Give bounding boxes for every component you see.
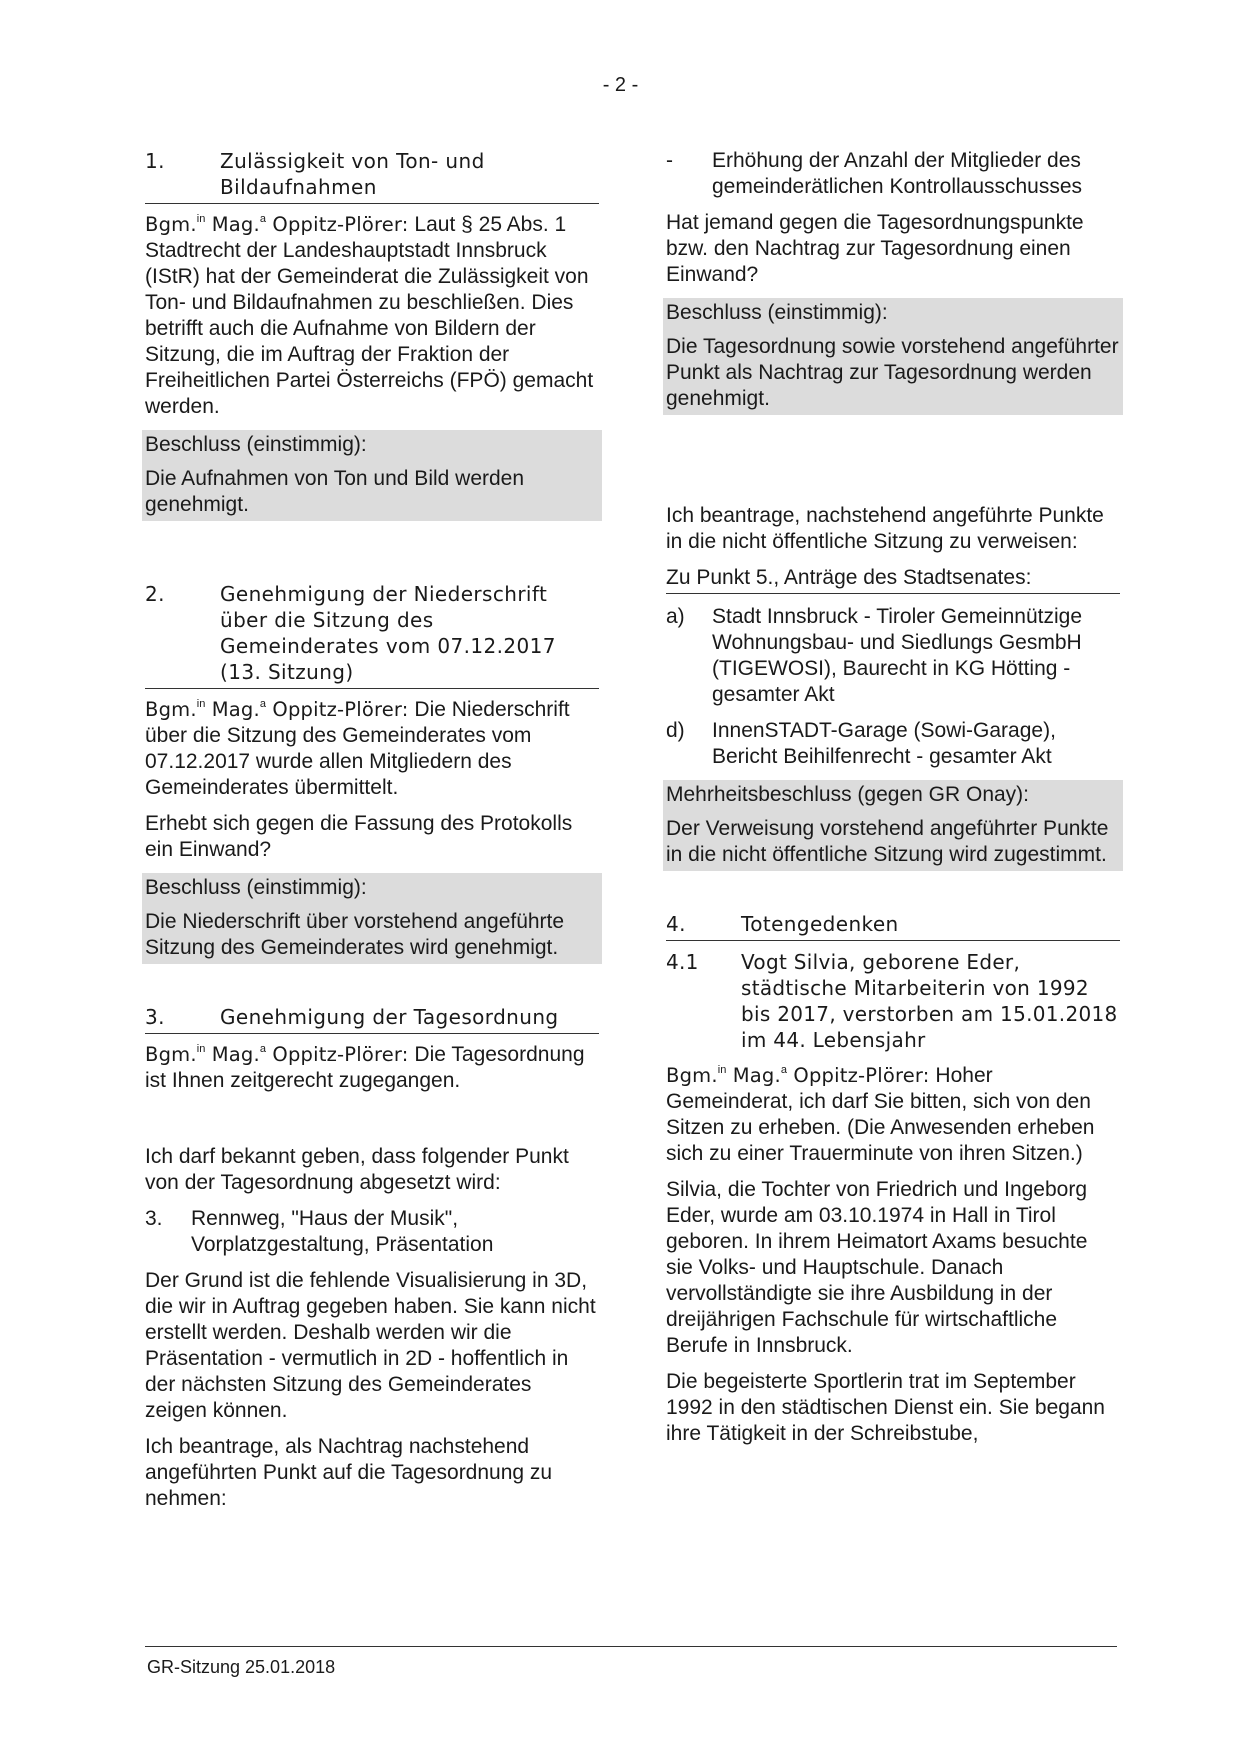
speaker-prefix: Bgm. bbox=[145, 213, 197, 236]
speaker-name: Oppitz-Plörer: bbox=[266, 1043, 409, 1066]
speaker-sup-in: in bbox=[717, 1064, 727, 1076]
list-marker: d) bbox=[666, 719, 685, 742]
speaker-sup-in: in bbox=[196, 698, 206, 710]
list-text: InnenSTADT-Garage (Sowi-Garage), Bericht Beihilfenrecht - gesamter Akt bbox=[712, 719, 1056, 768]
section-2-heading bbox=[145, 581, 599, 689]
section-4-text bbox=[666, 1063, 1120, 1167]
speaker-mag: Mag. bbox=[205, 698, 260, 721]
left-column bbox=[145, 148, 599, 1522]
footer-rule bbox=[145, 1646, 1117, 1647]
speaker-sup-a: a bbox=[259, 213, 266, 225]
speaker-name: Oppitz-Plörer: bbox=[787, 1064, 930, 1087]
resolution-box bbox=[142, 430, 602, 521]
list-item bbox=[666, 148, 1120, 200]
speaker-mag: Mag. bbox=[205, 1043, 260, 1066]
resolution-text: Der Verweisung vorstehend angeführter Punkte in die nicht öffentliche Sitzung wird zugestimmt. bbox=[666, 817, 1109, 866]
resolution-text: Die Tagesordnung sowie vorstehend angeführter Punkt als Nachtrag zur Tagesordnung werden genehmigt. bbox=[666, 335, 1119, 410]
resolution-box bbox=[142, 873, 602, 964]
list-item bbox=[666, 718, 1120, 770]
list-text: Stadt Innsbruck - Tiroler Gemeinnützige Wohnungsbau- und Siedlungs GesmbH (TIGEWOSI), Baurecht in KG Hötting - gesamter Akt bbox=[712, 605, 1083, 706]
speaker-name: Oppitz-Plörer: bbox=[266, 213, 409, 236]
subsection-4-1-heading bbox=[666, 949, 1120, 1053]
referral-request: Ich beantrage, nachstehend angeführte Punkte in die nicht öffentliche Sitzung zu verweisen: bbox=[666, 504, 1104, 553]
speaker-sup-a: a bbox=[259, 1043, 266, 1055]
resolution-box bbox=[663, 298, 1123, 415]
zu-punkt-heading: Zu Punkt 5., Anträge des Stadtsenates: bbox=[666, 565, 1120, 594]
resolution-label: Beschluss (einstimmig): bbox=[145, 433, 367, 456]
objection-question: Hat jemand gegen die Tagesordnungspunkte bzw. den Nachtrag zur Tagesordnung einen Einwand? bbox=[666, 211, 1084, 286]
announcement: Ich darf bekannt geben, dass folgender Punkt von der Tagesordnung abgesetzt wird: bbox=[145, 1145, 569, 1194]
section-title: Zulässigkeit von Ton- und Bildaufnahmen bbox=[220, 149, 485, 199]
list-marker: a) bbox=[666, 605, 685, 628]
resolution-box bbox=[663, 780, 1123, 871]
section-title: Genehmigung der Niederschrift über die Sitzung des Gemeinderates vom 07.12.2017 (13. Sitzung) bbox=[220, 582, 556, 684]
section-4-heading bbox=[666, 911, 1120, 941]
reason-text: Der Grund ist die fehlende Visualisierung in 3D, die wir in Auftrag gegeben haben. Sie kann nicht erstellt werden. Deshalb werden wir die Präsentation - vermutlich in 2D - hoffentlich in der nächsten Sitzung des Gemeinderates zeigen können. bbox=[145, 1269, 596, 1422]
speech-text: Hoher Gemeinderat, ich darf Sie bitten, sich von den Sitzen zu erheben. (Die Anwesenden erheben sich zu einer Trauerminute von ihren Sitzen.) bbox=[666, 1064, 1095, 1165]
section-1-heading bbox=[145, 148, 599, 204]
speaker-sup-a: a bbox=[780, 1064, 787, 1076]
resolution-text: Die Niederschrift über vorstehend angeführte Sitzung des Gemeinderates wird genehmigt. bbox=[145, 910, 565, 959]
right-column bbox=[666, 148, 1120, 1457]
section-number: 3. bbox=[145, 1005, 165, 1029]
speaker-sup-in: in bbox=[196, 213, 206, 225]
resolution-label: Mehrheitsbeschluss (gegen GR Onay): bbox=[666, 783, 1029, 806]
resolution-text: Die Aufnahmen von Ton und Bild werden genehmigt. bbox=[145, 467, 525, 516]
list-text: Erhöhung der Anzahl der Mitglieder des gemeinderätlichen Kontrollausschusses bbox=[712, 149, 1083, 198]
section-title: Totengedenken bbox=[741, 912, 899, 936]
speaker-sup-a: a bbox=[259, 698, 266, 710]
section-1-text bbox=[145, 212, 599, 420]
list-marker: - bbox=[666, 149, 673, 172]
speaker-mag: Mag. bbox=[205, 213, 260, 236]
subsection-number: 4.1 bbox=[666, 950, 699, 974]
section-title: Genehmigung der Tagesordnung bbox=[220, 1005, 559, 1029]
resolution-label: Beschluss (einstimmig): bbox=[145, 876, 367, 899]
speaker-prefix: Bgm. bbox=[145, 698, 197, 721]
biography-paragraph-1: Silvia, die Tochter von Friedrich und Ingeborg Eder, wurde am 03.10.1974 in Hall in Tirol geboren. In ihrem Heimatort Axams besuchte sie Volks- und Hauptschule. Danach vervollständigte sie ihre Ausbildung in der dreijährigen Fachschule für wirtschaftliche Berufe in Innsbruck. bbox=[666, 1178, 1088, 1357]
speech-text: Die Niederschrift über die Sitzung des Gemeinderates vom 07.12.2017 wurde allen Mitgliedern des Gemeinderates übermittelt. bbox=[145, 698, 570, 799]
section-3-heading bbox=[145, 1004, 599, 1034]
section-3-text bbox=[145, 1042, 599, 1094]
request-text: Ich beantrage, als Nachtrag nachstehend angeführten Punkt auf die Tagesordnung zu nehmen: bbox=[145, 1435, 553, 1510]
speech-text: Laut § 25 Abs. 1 Stadtrecht der Landeshauptstadt Innsbruck (IStR) hat der Gemeinderat die Zulässigkeit von Ton- und Bildaufnahmen zu beschließen. Dies betrifft auch die Aufnahme von Bildern der Sitzung, die im Auftrag der Fraktion der Freiheitlichen Partei Österreichs (FPÖ) gemacht werden. bbox=[145, 213, 594, 418]
subsection-title: Vogt Silvia, geborene Eder, städtische Mitarbeiterin von 1992 bis 2017, verstorben am 15.01.2018 im 44. Lebensjahr bbox=[741, 950, 1118, 1052]
page-number: - 2 - bbox=[602, 74, 639, 96]
resolution-label: Beschluss (einstimmig): bbox=[666, 301, 888, 324]
section-2-text bbox=[145, 697, 599, 801]
speaker-mag: Mag. bbox=[726, 1064, 781, 1087]
speaker-prefix: Bgm. bbox=[666, 1064, 718, 1087]
protocol-question: Erhebt sich gegen die Fassung des Protokolls ein Einwand? bbox=[145, 812, 573, 861]
speaker-prefix: Bgm. bbox=[145, 1043, 197, 1066]
biography-paragraph-2: Die begeisterte Sportlerin trat im September 1992 in den städtischen Dienst ein. Sie begann ihre Tätigkeit in der Schreibstube, bbox=[666, 1370, 1105, 1445]
section-number: 4. bbox=[666, 912, 686, 936]
list-item bbox=[145, 1206, 599, 1258]
list-text: Rennweg, "Haus der Musik", Vorplatzgestaltung, Präsentation bbox=[191, 1207, 494, 1256]
section-number: 1. bbox=[145, 149, 165, 173]
speaker-sup-in: in bbox=[196, 1043, 206, 1055]
footer: GR-Sitzung 25.01.2018 bbox=[147, 1657, 336, 1677]
speech-text: Die Tagesordnung ist Ihnen zeitgerecht zugegangen. bbox=[145, 1043, 585, 1092]
list-item bbox=[666, 604, 1120, 708]
speaker-name: Oppitz-Plörer: bbox=[266, 698, 409, 721]
list-marker: 3. bbox=[145, 1207, 163, 1230]
section-number: 2. bbox=[145, 582, 165, 606]
